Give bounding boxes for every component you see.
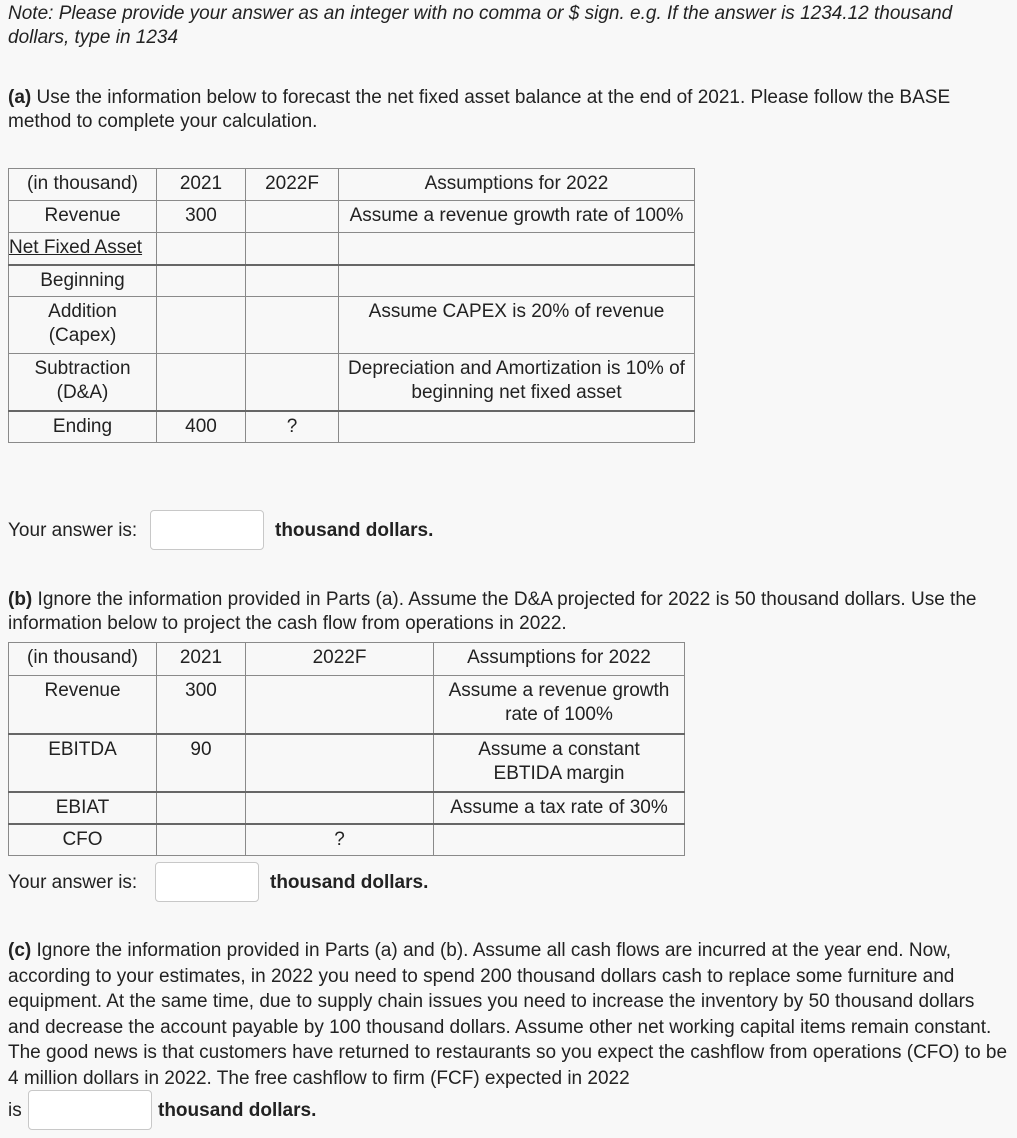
note-text: Note: Please provide your answer as an integer with no comma or $ sign. e.g. If the answer is 1234.12 thousand dollars, type in 1234 — [8, 3, 953, 48]
table-header: Assumptions for 2022 — [434, 643, 685, 676]
row-label-ebitda: EBITDA — [9, 734, 157, 792]
row-label-revenue: Revenue — [9, 676, 157, 734]
cell-empty — [339, 411, 695, 443]
cell-2022-revenue — [246, 201, 339, 233]
assumption-capex: Assume CAPEX is 20% of revenue — [339, 297, 695, 354]
answer-label-a: Your answer is: — [8, 520, 138, 541]
row-label-ebiat: EBIAT — [9, 792, 157, 824]
cell-empty — [157, 297, 246, 354]
cell-empty — [246, 297, 339, 354]
part-c-text: Ignore the information provided in Parts (a) and (b). Assume all cash flows are incurred at the year end. Now, according to your estimates, in 2022 you need to spend 200 thousand dollars cash to replace some furniture and equipment. At the same time, due to supply chain issues you need to increase the inventory by 50 thousand dollars and decrease the account payable by 100 thousand dollars. Assume other net working capital items remain constant. The good news is that customers have returned to restaurants so you expect the cashflow from operations (CFO) to be 4 million dollars in 2022. The free cashflow to firm (FCF) expected in 2022 — [8, 940, 1008, 1089]
table-header: 2021 — [157, 169, 246, 201]
net-fixed-asset-label: Net Fixed Asset — [9, 237, 143, 258]
answer-label-b: Your answer is: — [8, 872, 138, 893]
table-header: (in thousand) — [9, 643, 157, 676]
part-b-question — [8, 588, 1008, 636]
part-b-table — [8, 642, 685, 856]
cell-2021-ending: 400 — [157, 411, 246, 443]
part-c-question — [8, 938, 1008, 1091]
cell-2022-ending: ? — [246, 411, 339, 443]
unit-a: thousand dollars. — [275, 520, 434, 541]
part-b-text: Ignore the information provided in Parts (a). Assume the D&A projected for 2022 is 50 thousand dollars. Use the information below to project the cash flow from operations in 2022. — [8, 589, 977, 634]
table-header: (in thousand) — [9, 169, 157, 201]
cell-2022-ebitda — [246, 734, 434, 792]
row-label-cfo: CFO — [9, 824, 157, 856]
assumption-revenue — [434, 676, 685, 734]
unit-c: thousand dollars. — [158, 1100, 317, 1121]
assumption-da — [339, 354, 695, 411]
part-a-label: (a) — [8, 87, 32, 108]
row-label-net-fixed-asset — [9, 233, 157, 265]
part-a-table — [8, 168, 695, 443]
row-label-ending: Ending — [9, 411, 157, 443]
row-label-addition — [9, 297, 157, 354]
cell-empty — [339, 265, 695, 297]
cell-2021-ebitda: 90 — [157, 734, 246, 792]
cell-empty — [157, 792, 246, 824]
unit-b: thousand dollars. — [270, 872, 429, 893]
part-a-text: Use the information below to forecast the net fixed asset balance at the end of 2021. Please follow the BASE method to complete your calculation. — [8, 87, 951, 132]
cell-2021-revenue: 300 — [157, 201, 246, 233]
cell-empty — [339, 233, 695, 265]
table-header: 2022F — [246, 169, 339, 201]
answer-input-c[interactable] — [28, 1090, 152, 1130]
cell-empty — [157, 824, 246, 856]
table-header: Assumptions for 2022 — [339, 169, 695, 201]
part-a-question — [8, 86, 1008, 134]
assumption-tax: Assume a tax rate of 30% — [434, 792, 685, 824]
answer-input-b[interactable] — [155, 862, 259, 902]
assumption-da-text: Depreciation and Amortization is 10% of beginning net fixed asset — [348, 358, 685, 403]
cell-empty — [157, 265, 246, 297]
cell-empty — [157, 233, 246, 265]
cell-empty — [246, 265, 339, 297]
cell-empty — [246, 792, 434, 824]
row-label-beginning: Beginning — [9, 265, 157, 297]
cell-empty — [246, 354, 339, 411]
table-header: 2021 — [157, 643, 246, 676]
answer-input-a[interactable] — [150, 510, 264, 550]
assumption-ebitda — [434, 734, 685, 792]
part-b-label: (b) — [8, 589, 33, 610]
assumption-revenue-text: Assume a revenue growth rate of 100% — [448, 680, 670, 725]
addition-label: Addition (Capex) — [48, 301, 117, 346]
assumption-revenue: Assume a revenue growth rate of 100% — [339, 201, 695, 233]
cell-empty — [246, 233, 339, 265]
cell-2022-cfo: ? — [246, 824, 434, 856]
cell-empty — [157, 354, 246, 411]
row-label-revenue: Revenue — [9, 201, 157, 233]
cell-empty — [434, 824, 685, 856]
cell-2021-revenue: 300 — [157, 676, 246, 734]
part-c-label: (c) — [8, 940, 32, 961]
subtraction-label: Subtraction (D&A) — [34, 358, 131, 403]
table-header: 2022F — [246, 643, 434, 676]
row-label-subtraction — [9, 354, 157, 411]
answer-prefix-c: is — [8, 1100, 22, 1121]
assumption-ebitda-text: Assume a constant EBTIDA margin — [478, 738, 640, 784]
cell-2022-revenue — [246, 676, 434, 734]
